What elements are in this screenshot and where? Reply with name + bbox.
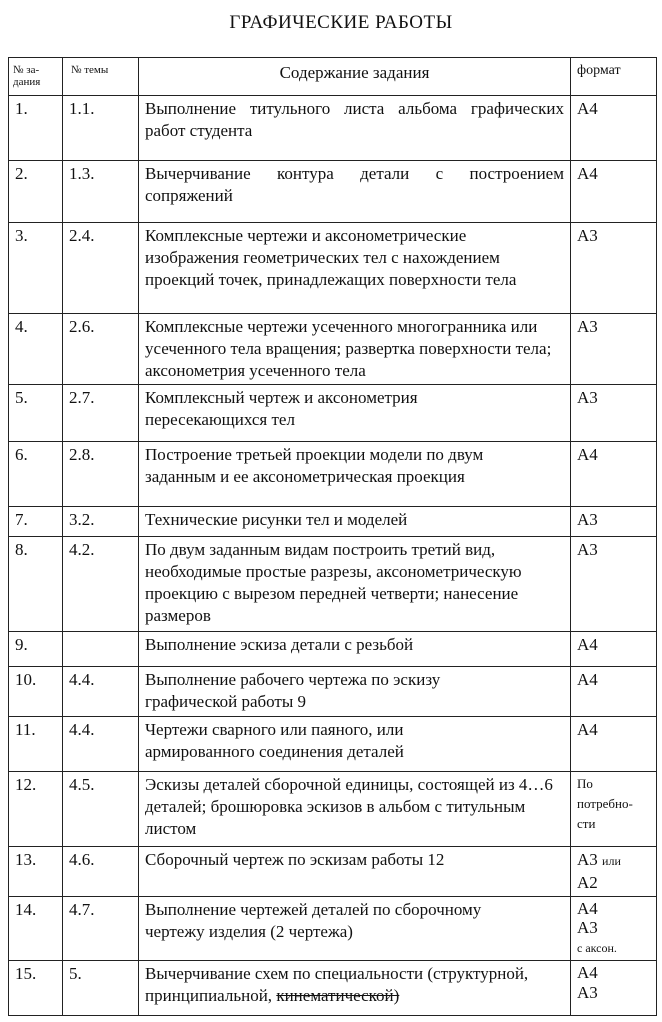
row-format xyxy=(571,897,657,961)
row-topic: 2.7. xyxy=(63,385,139,442)
row-format: По потребно-сти xyxy=(571,772,657,847)
row-format: А4 xyxy=(571,442,657,507)
row-format: А3 xyxy=(571,537,657,632)
table-row xyxy=(9,717,657,772)
row-topic: 2.8. xyxy=(63,442,139,507)
row-topic: 4.4. xyxy=(63,717,139,772)
header-format: формат xyxy=(571,58,657,96)
row-content xyxy=(139,961,571,1016)
table-row xyxy=(9,537,657,632)
row-content: Комплексные чертежи и аксонометрические изображения геометрических тел с нахождением проекций точек, принадлежащих поверхности тела xyxy=(139,223,571,314)
row-format: А4 xyxy=(571,161,657,223)
format-or: или xyxy=(602,854,621,868)
row-topic: 4.2. xyxy=(63,537,139,632)
table-row xyxy=(9,161,657,223)
row-format xyxy=(571,847,657,897)
row-topic: 5. xyxy=(63,961,139,1016)
row-content: Чертежи сварного или паяного, или армированного соединения деталей xyxy=(139,717,571,772)
row-topic xyxy=(63,632,139,667)
row-content: Построение третьей проекции модели по двум заданным и ее аксонометрическая проекция xyxy=(139,442,571,507)
row-topic: 4.5. xyxy=(63,772,139,847)
content-text: Вычерчивание схем по специальности (структурной, принципиальной, xyxy=(145,964,529,1005)
row-topic: 4.4. xyxy=(63,667,139,717)
row-num: 7. xyxy=(9,507,63,537)
row-content: Технические рисунки тел и моделей xyxy=(139,507,571,537)
row-content: Выполнение чертежей деталей по сборочному чертежу изделия (2 чертежа) xyxy=(139,897,571,961)
row-num: 13. xyxy=(9,847,63,897)
table-row xyxy=(9,847,657,897)
row-format: А3 xyxy=(571,507,657,537)
row-content: Комплексный чертеж и аксонометрия пересекающихся тел xyxy=(139,385,571,442)
row-format: А4 xyxy=(571,667,657,717)
row-content: Выполнение титульного листа альбома графических работ студента xyxy=(139,96,571,161)
row-num: 3. xyxy=(9,223,63,314)
row-topic: 1.3. xyxy=(63,161,139,223)
row-topic: 4.7. xyxy=(63,897,139,961)
header-num: № за-дания xyxy=(9,58,63,96)
row-num: 14. xyxy=(9,897,63,961)
header-content: Содержание задания xyxy=(139,58,571,96)
format-value: А3 xyxy=(577,850,598,869)
row-topic: 3.2. xyxy=(63,507,139,537)
table-row xyxy=(9,223,657,314)
row-num: 6. xyxy=(9,442,63,507)
row-num: 10. xyxy=(9,667,63,717)
row-content: Выполнение рабочего чертежа по эскизу графической работы 9 xyxy=(139,667,571,717)
format-value: А2 xyxy=(577,873,598,892)
header-topic: № темы xyxy=(63,58,139,96)
table-row xyxy=(9,632,657,667)
row-num: 9. xyxy=(9,632,63,667)
row-format xyxy=(571,961,657,1016)
works-table xyxy=(8,57,657,1016)
format-value: А3 xyxy=(577,983,598,1002)
row-topic: 1.1. xyxy=(63,96,139,161)
table-row xyxy=(9,507,657,537)
row-topic: 4.6. xyxy=(63,847,139,897)
row-num: 1. xyxy=(9,96,63,161)
row-content: Выполнение эскиза детали с резьбой xyxy=(139,632,571,667)
table-row xyxy=(9,961,657,1016)
row-format: А4 xyxy=(571,96,657,161)
format-value: А4 xyxy=(577,899,598,918)
row-num: 12. xyxy=(9,772,63,847)
table-header xyxy=(9,58,657,96)
row-content: По двум заданным видам построить третий вид, необходимые простые разрезы, аксонометрическую проекцию с вырезом передней четверти; нанесение размеров xyxy=(139,537,571,632)
page-title: ГРАФИЧЕСКИЕ РАБОТЫ xyxy=(229,12,453,33)
row-num: 4. xyxy=(9,314,63,385)
row-content: Вычерчивание контура детали с построением сопряжений xyxy=(139,161,571,223)
table-row xyxy=(9,96,657,161)
row-content: Комплексные чертежи усеченного многогранника или усеченного тела вращения; развертка поверхности тела; аксонометрия усеченного тела xyxy=(139,314,571,385)
row-num: 2. xyxy=(9,161,63,223)
row-format: А3 xyxy=(571,314,657,385)
row-format: А3 xyxy=(571,223,657,314)
format-value: А4 xyxy=(577,963,598,982)
table-row xyxy=(9,442,657,507)
table-row xyxy=(9,897,657,961)
table-row xyxy=(9,314,657,385)
row-num: 8. xyxy=(9,537,63,632)
table-row xyxy=(9,667,657,717)
row-topic: 2.4. xyxy=(63,223,139,314)
row-content: Сборочный чертеж по эскизам работы 12 xyxy=(139,847,571,897)
row-num: 15. xyxy=(9,961,63,1016)
row-format: А4 xyxy=(571,717,657,772)
row-format: А3 xyxy=(571,385,657,442)
row-topic: 2.6. xyxy=(63,314,139,385)
row-num: 11. xyxy=(9,717,63,772)
table-row xyxy=(9,772,657,847)
format-value: А3 xyxy=(577,918,598,937)
row-num: 5. xyxy=(9,385,63,442)
row-content: Эскизы деталей сборочной единицы, состоящей из 4…6 деталей; брошюровка эскизов в альбом с титульным листом xyxy=(139,772,571,847)
table-row xyxy=(9,385,657,442)
struck-text: кинематической) xyxy=(276,986,400,1005)
format-note: с аксон. xyxy=(577,941,617,955)
row-format: А4 xyxy=(571,632,657,667)
